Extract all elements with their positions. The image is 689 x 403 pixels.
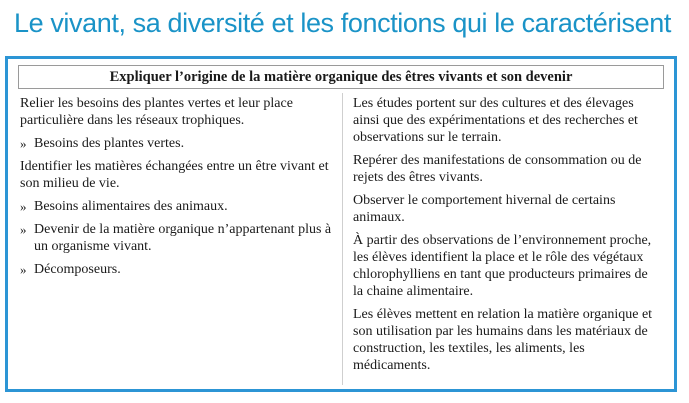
right-column: [353, 95, 653, 380]
objective-paragraph: Identifier les matières échangées entre un être vivant et son milieu de vie.: [20, 159, 329, 191]
guidance-paragraph: Observer le comportement hivernal de certains animaux.: [353, 193, 616, 225]
bullet-icon: »: [20, 199, 27, 214]
list-item-text: Décomposeurs.: [34, 262, 121, 277]
bullet-icon: »: [20, 222, 27, 237]
list-item: [20, 261, 338, 278]
left-column: [20, 95, 338, 284]
list-item-text: Besoins alimentaires des animaux.: [34, 199, 228, 214]
list-item-text: Besoins des plantes vertes.: [34, 136, 185, 151]
guidance-paragraph: Repérer des manifestations de consommation ou de rejets des êtres vivants.: [353, 153, 642, 185]
list-item-text: Devenir de la matière organique n’appartenant plus à un organisme vivant.: [34, 222, 332, 254]
bullet-icon: »: [20, 262, 27, 277]
guidance-paragraph: Les élèves mettent en relation la matière organique et son utilisation par les humains dans les matériaux de construction, les textiles, les aliments, les médicaments.: [353, 307, 653, 373]
list-item: [20, 135, 338, 152]
column-divider: [342, 93, 343, 385]
page-title: Le vivant, sa diversité et les fonctions qui le caractérisent: [14, 8, 671, 38]
objective-paragraph: Relier les besoins des plantes vertes et leur place particulière dans les réseaux trophiques.: [20, 96, 293, 128]
list-item: [20, 221, 338, 255]
guidance-paragraph: À partir des observations de l’environnement proche, les élèves identifient la place et le rôle des végétaux chlorophylliens en tant que producteurs primaires de la chaine alimentaire.: [353, 233, 652, 299]
competency-table: [5, 56, 677, 392]
guidance-paragraph: Les études portent sur des cultures et des élevages ainsi que des expérimentations et des recherches et observations sur le terrain.: [353, 96, 638, 145]
bullet-icon: »: [20, 136, 27, 151]
table-header: Expliquer l’origine de la matière organique des êtres vivants et son devenir: [18, 65, 664, 89]
list-item: [20, 198, 338, 215]
